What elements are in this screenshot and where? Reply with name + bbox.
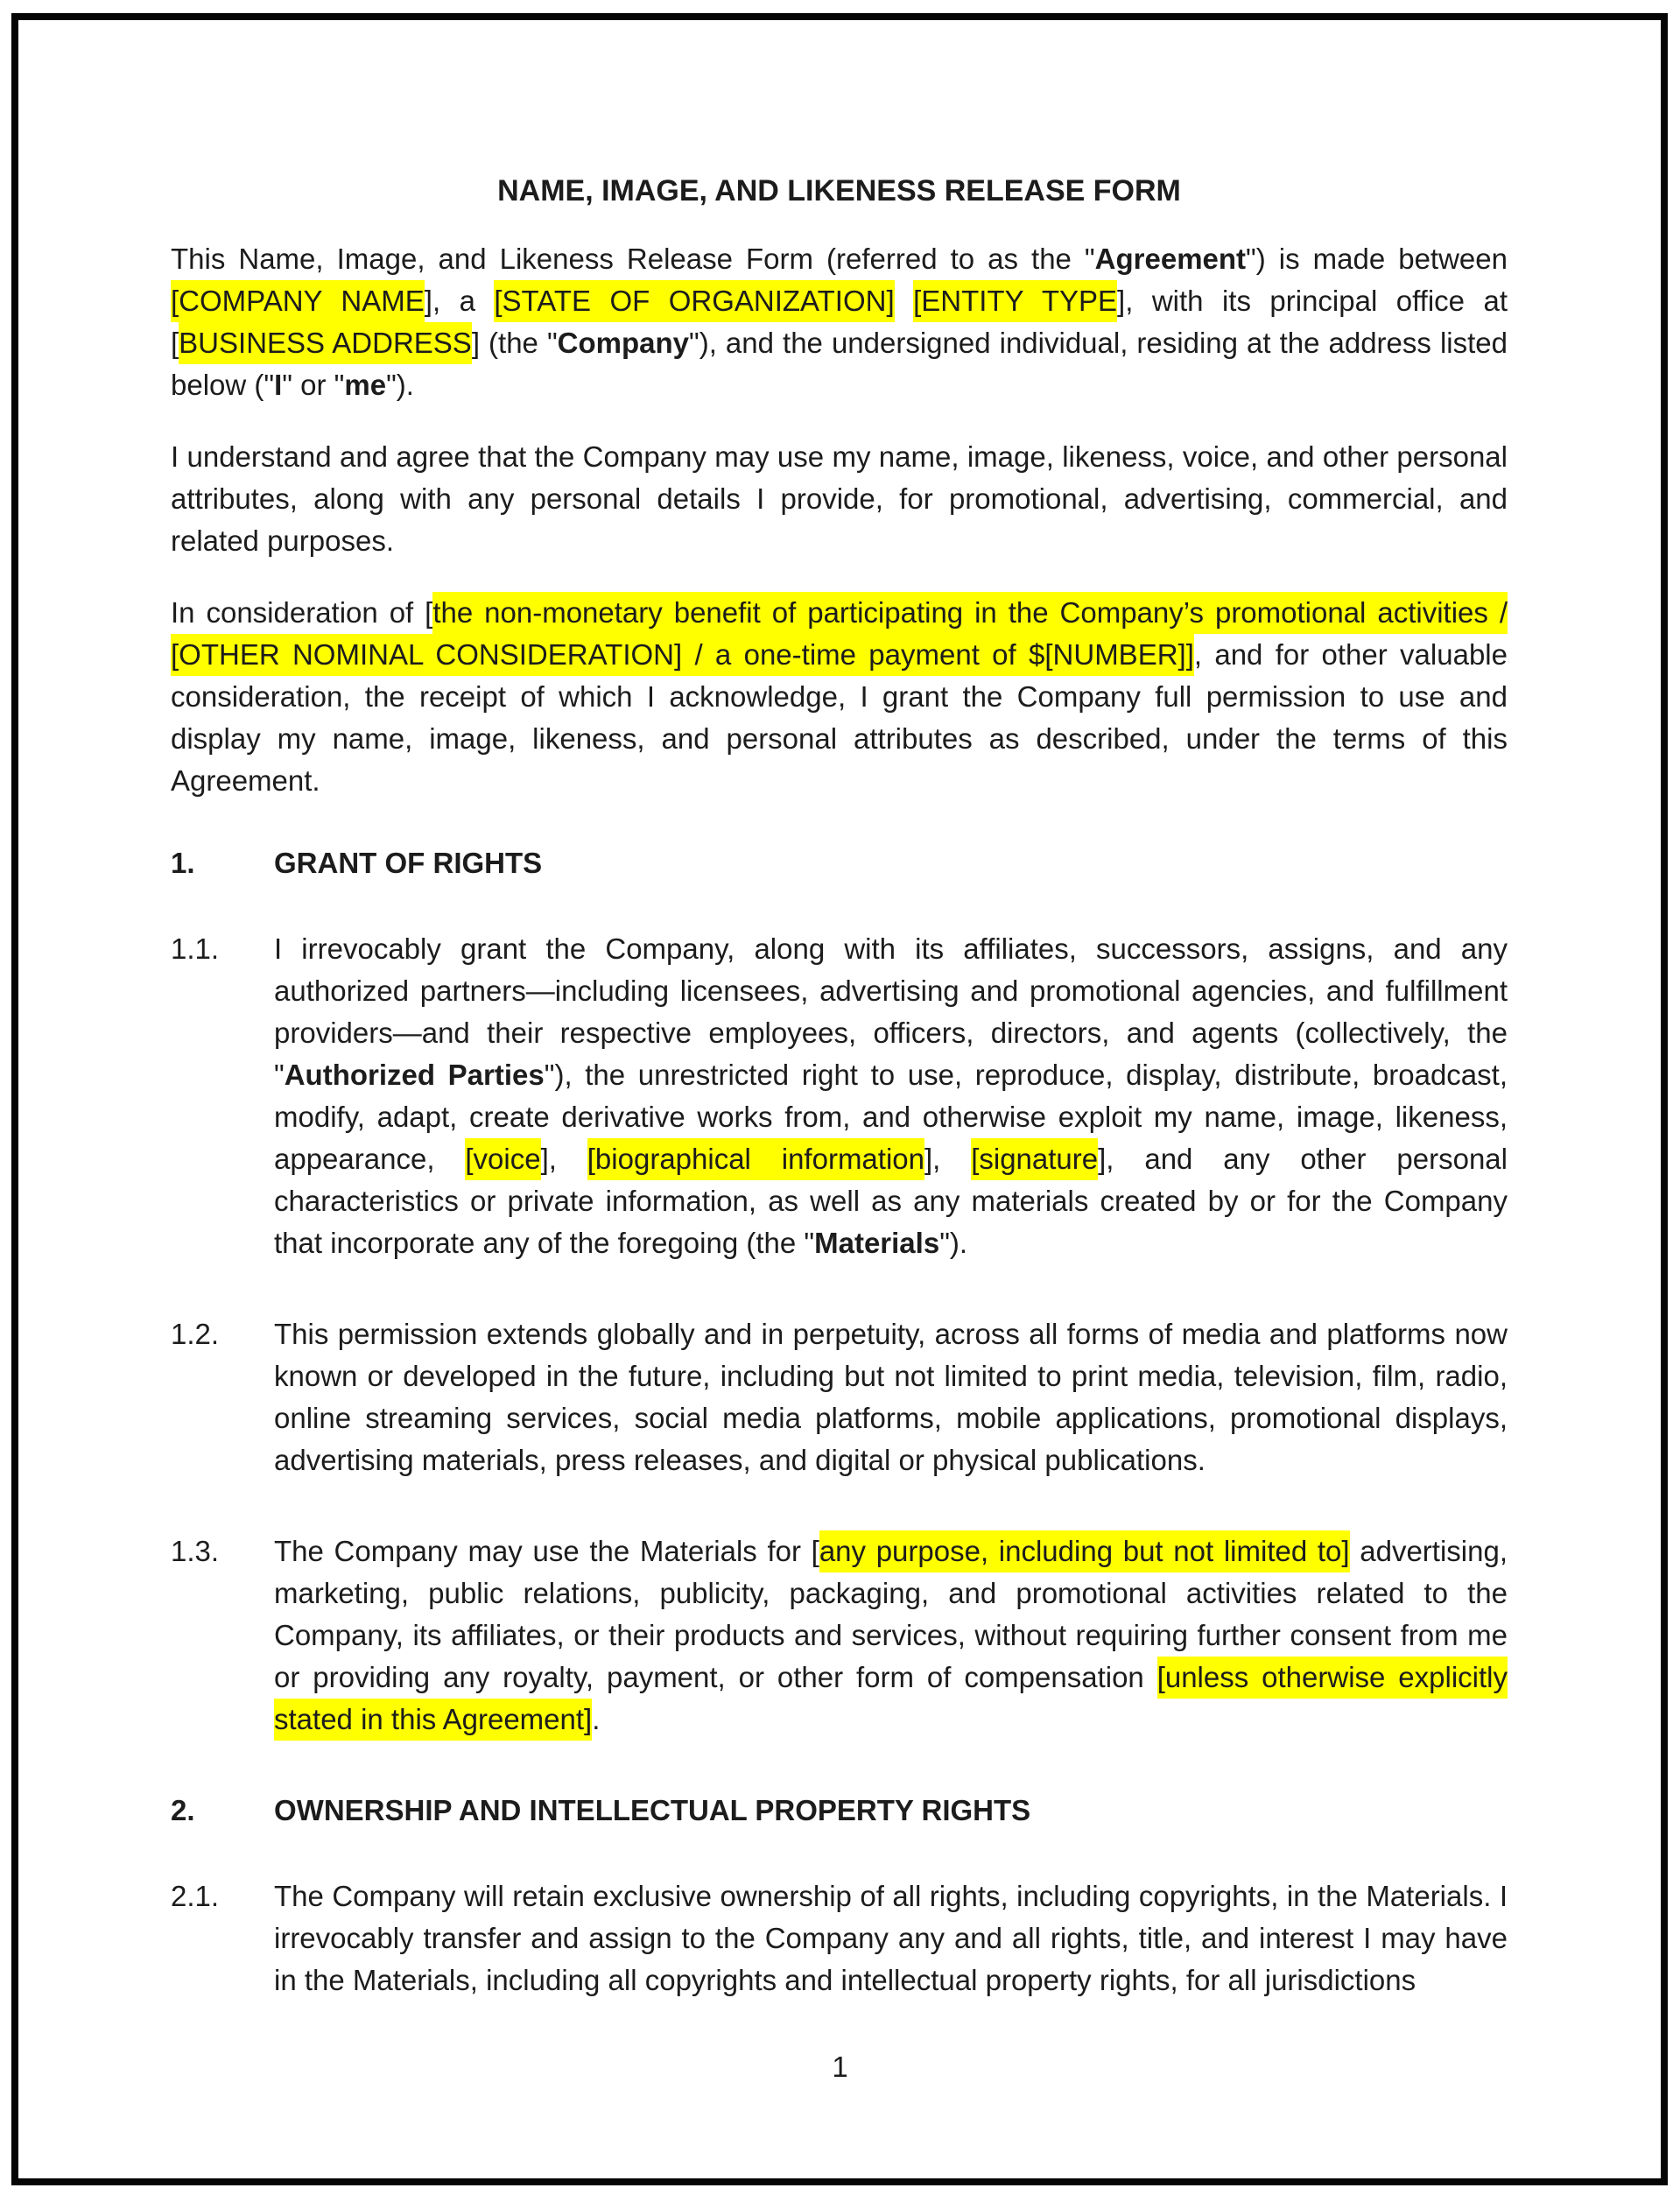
- text-run: , and for other valuable consideration, the receipt of which I acknowledge, I grant the Company full permission to use and display my name, image, likeness, and personal attributes as described, under the terms of this Agreement.: [171, 638, 1508, 797]
- text-run: ], with its principal office at [: [171, 285, 1508, 359]
- text-run: .: [592, 1703, 601, 1735]
- document-content: [171, 170, 1508, 2051]
- text-run: ], and any other personal characteristics or private information, as well as any materials created by or for the Company that incorporate any of the foregoing (the ": [274, 1143, 1508, 1259]
- bold-term: me: [344, 369, 387, 401]
- clause-number: 1.1.: [171, 932, 220, 965]
- text-run: ], a: [424, 285, 495, 317]
- highlighted-placeholder: [biographical information: [587, 1138, 924, 1180]
- bold-term: I: [274, 369, 283, 401]
- highlighted-placeholder: [COMPANY NAME: [171, 280, 425, 322]
- clause-number: 1.2.: [171, 1318, 220, 1350]
- clause-text: [274, 1875, 1508, 2002]
- section-heading: [171, 1790, 1508, 1832]
- text-run: "), the unrestricted right to use, reproduce, display, distribute, broadcast, modify, adapt, create derivative works from, and otherwise exploit my name, image, likeness, appearance,: [274, 1059, 1508, 1175]
- section-title: GRANT OF RIGHTS: [274, 847, 543, 879]
- numbered-clause: [171, 1875, 1508, 2002]
- highlighted-placeholder: [unless otherwise explicitly stated in this Agreement]: [274, 1657, 1508, 1741]
- paragraph: [171, 436, 1508, 562]
- section-number: 1.: [171, 847, 195, 879]
- highlighted-placeholder: BUSINESS ADDRESS: [179, 322, 472, 364]
- highlighted-placeholder: [STATE OF ORGANIZATION]: [494, 280, 894, 322]
- highlighted-placeholder: [voice: [465, 1138, 540, 1180]
- clause-text: [274, 928, 1508, 1264]
- text-run: In consideration of [: [171, 596, 433, 629]
- text-run: This permission extends globally and in perpetuity, across all forms of media and platforms now known or developed in the future, including but not limited to print media, television, film, radio, online streaming services, social media platforms, mobile applications, promotional displays, advertising materials, press releases, and digital or physical publications.: [274, 1318, 1508, 1476]
- clause-number: 2.1.: [171, 1880, 220, 1912]
- text-run: This Name, Image, and Likeness Release Form (referred to as the ": [171, 243, 1095, 275]
- text-run: ] (the ": [471, 327, 558, 359]
- text-run: " or ": [282, 369, 345, 401]
- numbered-clause: [171, 1530, 1508, 1741]
- numbered-clause: [171, 928, 1508, 1264]
- section-number: 2.: [171, 1794, 195, 1826]
- document-body: [171, 238, 1508, 2002]
- bold-term: Agreement: [1094, 243, 1247, 275]
- clause-number: 1.3.: [171, 1535, 220, 1567]
- text-run: [895, 285, 913, 317]
- text-run: I irrevocably grant the Company, along with its affiliates, successors, assigns, and any authorized partners—including licensees, advertising and promotional agencies, and fulfillment providers—and their respective employees, officers, directors, and agents (collectively, the ": [274, 932, 1508, 1091]
- text-run: ],: [924, 1143, 972, 1175]
- numbered-clause: [171, 1313, 1508, 1481]
- paragraph: [171, 592, 1508, 802]
- text-run: ],: [540, 1143, 587, 1175]
- section-title: OWNERSHIP AND INTELLECTUAL PROPERTY RIGHTS: [274, 1794, 1031, 1826]
- section-heading: [171, 842, 1508, 884]
- text-run: ").: [939, 1227, 968, 1259]
- highlighted-placeholder: the non-monetary benefit of participating in the Company’s promotional activities / [OTHER NOMINAL CONSIDERATION] / a one-time payment of $[NUMBER]]: [171, 592, 1508, 676]
- document-title: NAME, IMAGE, AND LIKENESS RELEASE FORM: [497, 174, 1181, 208]
- clause-text: [274, 1530, 1508, 1741]
- text-run: ") is made between: [1246, 243, 1508, 275]
- text-run: I understand and agree that the Company may use my name, image, likeness, voice, and other personal attributes, along with any personal details I provide, for promotional, advertising, commercial, and related purposes.: [171, 440, 1508, 557]
- bold-term: Materials: [814, 1227, 940, 1259]
- text-run: The Company may use the Materials for [: [274, 1535, 819, 1567]
- bold-term: Authorized Parties: [284, 1059, 545, 1091]
- highlighted-placeholder: any purpose, including but not limited to]: [819, 1530, 1350, 1572]
- text-run: The Company will retain exclusive ownership of all rights, including copyrights, in the Materials. I irrevocably transfer and assign to the Company any and all rights, title, and interest I may have in the Materials, including all copyrights and intellectual property rights, for all jurisdictions: [274, 1880, 1508, 1996]
- paragraph: [171, 238, 1508, 406]
- clause-text: [274, 1313, 1508, 1481]
- text-run: "), and the undersigned individual, residing at the address listed below (": [171, 327, 1508, 401]
- highlighted-placeholder: [signature: [971, 1138, 1098, 1180]
- text-run: advertising, marketing, public relations, publicity, packaging, and promotional activities related to the Company, its affiliates, or their products and services, without requiring further consent from me or providing any royalty, payment, or other form of compensation: [274, 1535, 1508, 1693]
- text-run: ").: [386, 369, 414, 401]
- highlighted-placeholder: [ENTITY TYPE: [913, 280, 1117, 322]
- page-number: 1: [832, 2051, 848, 2083]
- bold-term: Company: [557, 327, 690, 359]
